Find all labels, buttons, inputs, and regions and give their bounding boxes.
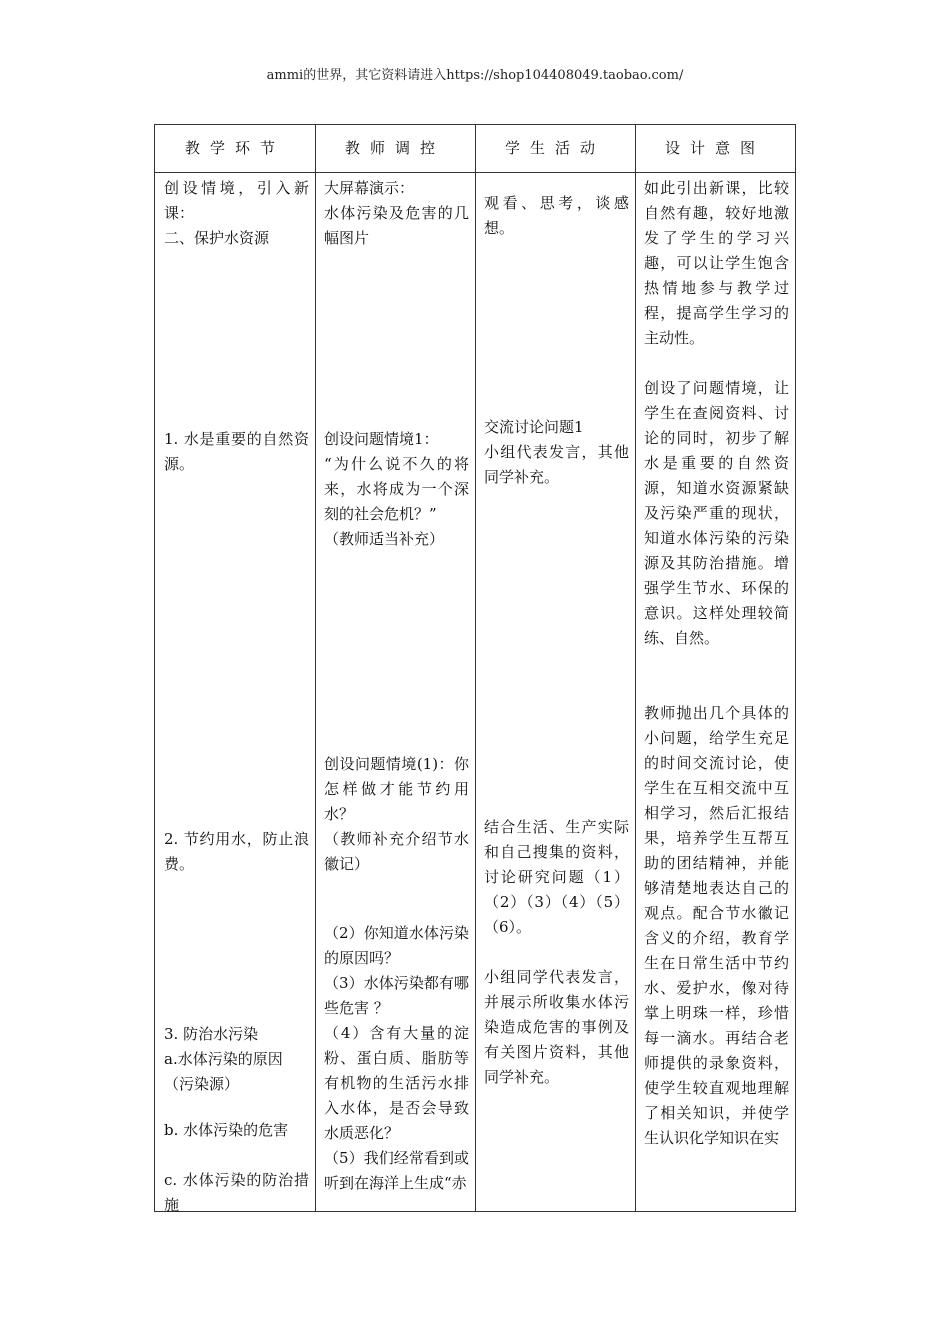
header-student-activity: 学生活动 <box>504 139 605 157</box>
header-teacher-control: 教师调控 <box>344 139 445 157</box>
stage-item-3: 3. 防治水污染 a.水体污染的原因（污染源） <box>164 1025 283 1093</box>
header-design-intent: 设计意图 <box>664 139 765 157</box>
intent-paragraph-3: 教师抛出几个具体的小问题，给学生充足的时间交流讨论，使学生在互相交流中互相学习，然后汇报结果，培养学生互帮互助的团结精神，并能够清楚地表达自己的观点。配合节水徽记含义的介绍，教育学生在日常生活中节约水、爱护水，像对待掌上明珠一样，珍惜每一滴水。再结合老师提供的录象资料，使学生较直观地理解了相关知识，并使学生认识化学知识在实 <box>644 704 789 1147</box>
stage-item-1: 1. 水是重要的自然资源。 <box>164 430 309 473</box>
page-header: ammi的世界，其它资料请进入https://shop104408049.taobao.com/ <box>266 68 684 83</box>
intent-paragraph-1: 如此引出新课，比较自然有趣，较好地激发了学生的学习兴趣，可以让学生饱含热情地参与教学过程，提高学生学习的主动性。 <box>644 179 789 347</box>
student-activity-2: 交流讨论问题1 小组代表发言，其他同学补充。 <box>484 418 629 486</box>
intent-paragraph-2: 创设了问题情境，让学生在查阅资料、讨论的同时，初步了解水是重要的自然资源，知道水资源紧缺及污染严重的现状，知道水体污染的污染源及其防治措施。增强学生节水、环保的意识。这样处理较简练、自然。 <box>644 379 789 647</box>
teacher-question-1: 创设问题情境1： “为什么说不久的将来，水将成为一个深刻的社会危机？” （教师适当补充） <box>324 430 469 548</box>
student-activity-4: 小组同学代表发言，并展示所收集水体污染造成危害的事例及有关图片资料，其他同学补充。 <box>484 968 629 1086</box>
lesson-plan-table <box>154 124 796 1212</box>
stage-item-2: 2. 节约用水，防止浪费。 <box>164 830 309 873</box>
stage-item-3b: b. 水体污染的危害 <box>164 1121 289 1139</box>
column-teacher-control <box>315 173 475 1211</box>
teacher-questions-3: （2）你知道水体污染的原因吗？ （3）水体污染都有哪些危害 ？ （4）含有大量的淀粉、蛋白质、脂肪等有机物的生活污水排入水体，是否会导致水质恶化？ （5）我们经常看到或听到在海洋上生成“赤 <box>324 924 469 1192</box>
teacher-intro: 大屏幕演示： 水体污染及危害的几幅图片 <box>324 179 469 247</box>
stage-intro: 创设情境，引入新课： 二、保护水资源 <box>164 179 309 247</box>
stage-item-3c: c. 水体污染的防治措施 <box>164 1171 309 1214</box>
teacher-question-2: 创设问题情境(1)：你怎样做才能节约用水？ （教师补充介绍节水徽记） <box>324 755 469 873</box>
student-activity-3: 结合生活、生产实际和自己搜集的资料，讨论研究问题（1）（2）（3）（4）（5）（6）。 <box>484 818 629 936</box>
student-activity-1: 观看、思考，谈感想。 <box>484 194 629 237</box>
column-student-activity <box>475 173 635 1211</box>
header-teaching-stage: 教学环节 <box>184 139 285 157</box>
column-design-intent <box>635 173 795 1211</box>
column-teaching-stage <box>155 173 315 1214</box>
